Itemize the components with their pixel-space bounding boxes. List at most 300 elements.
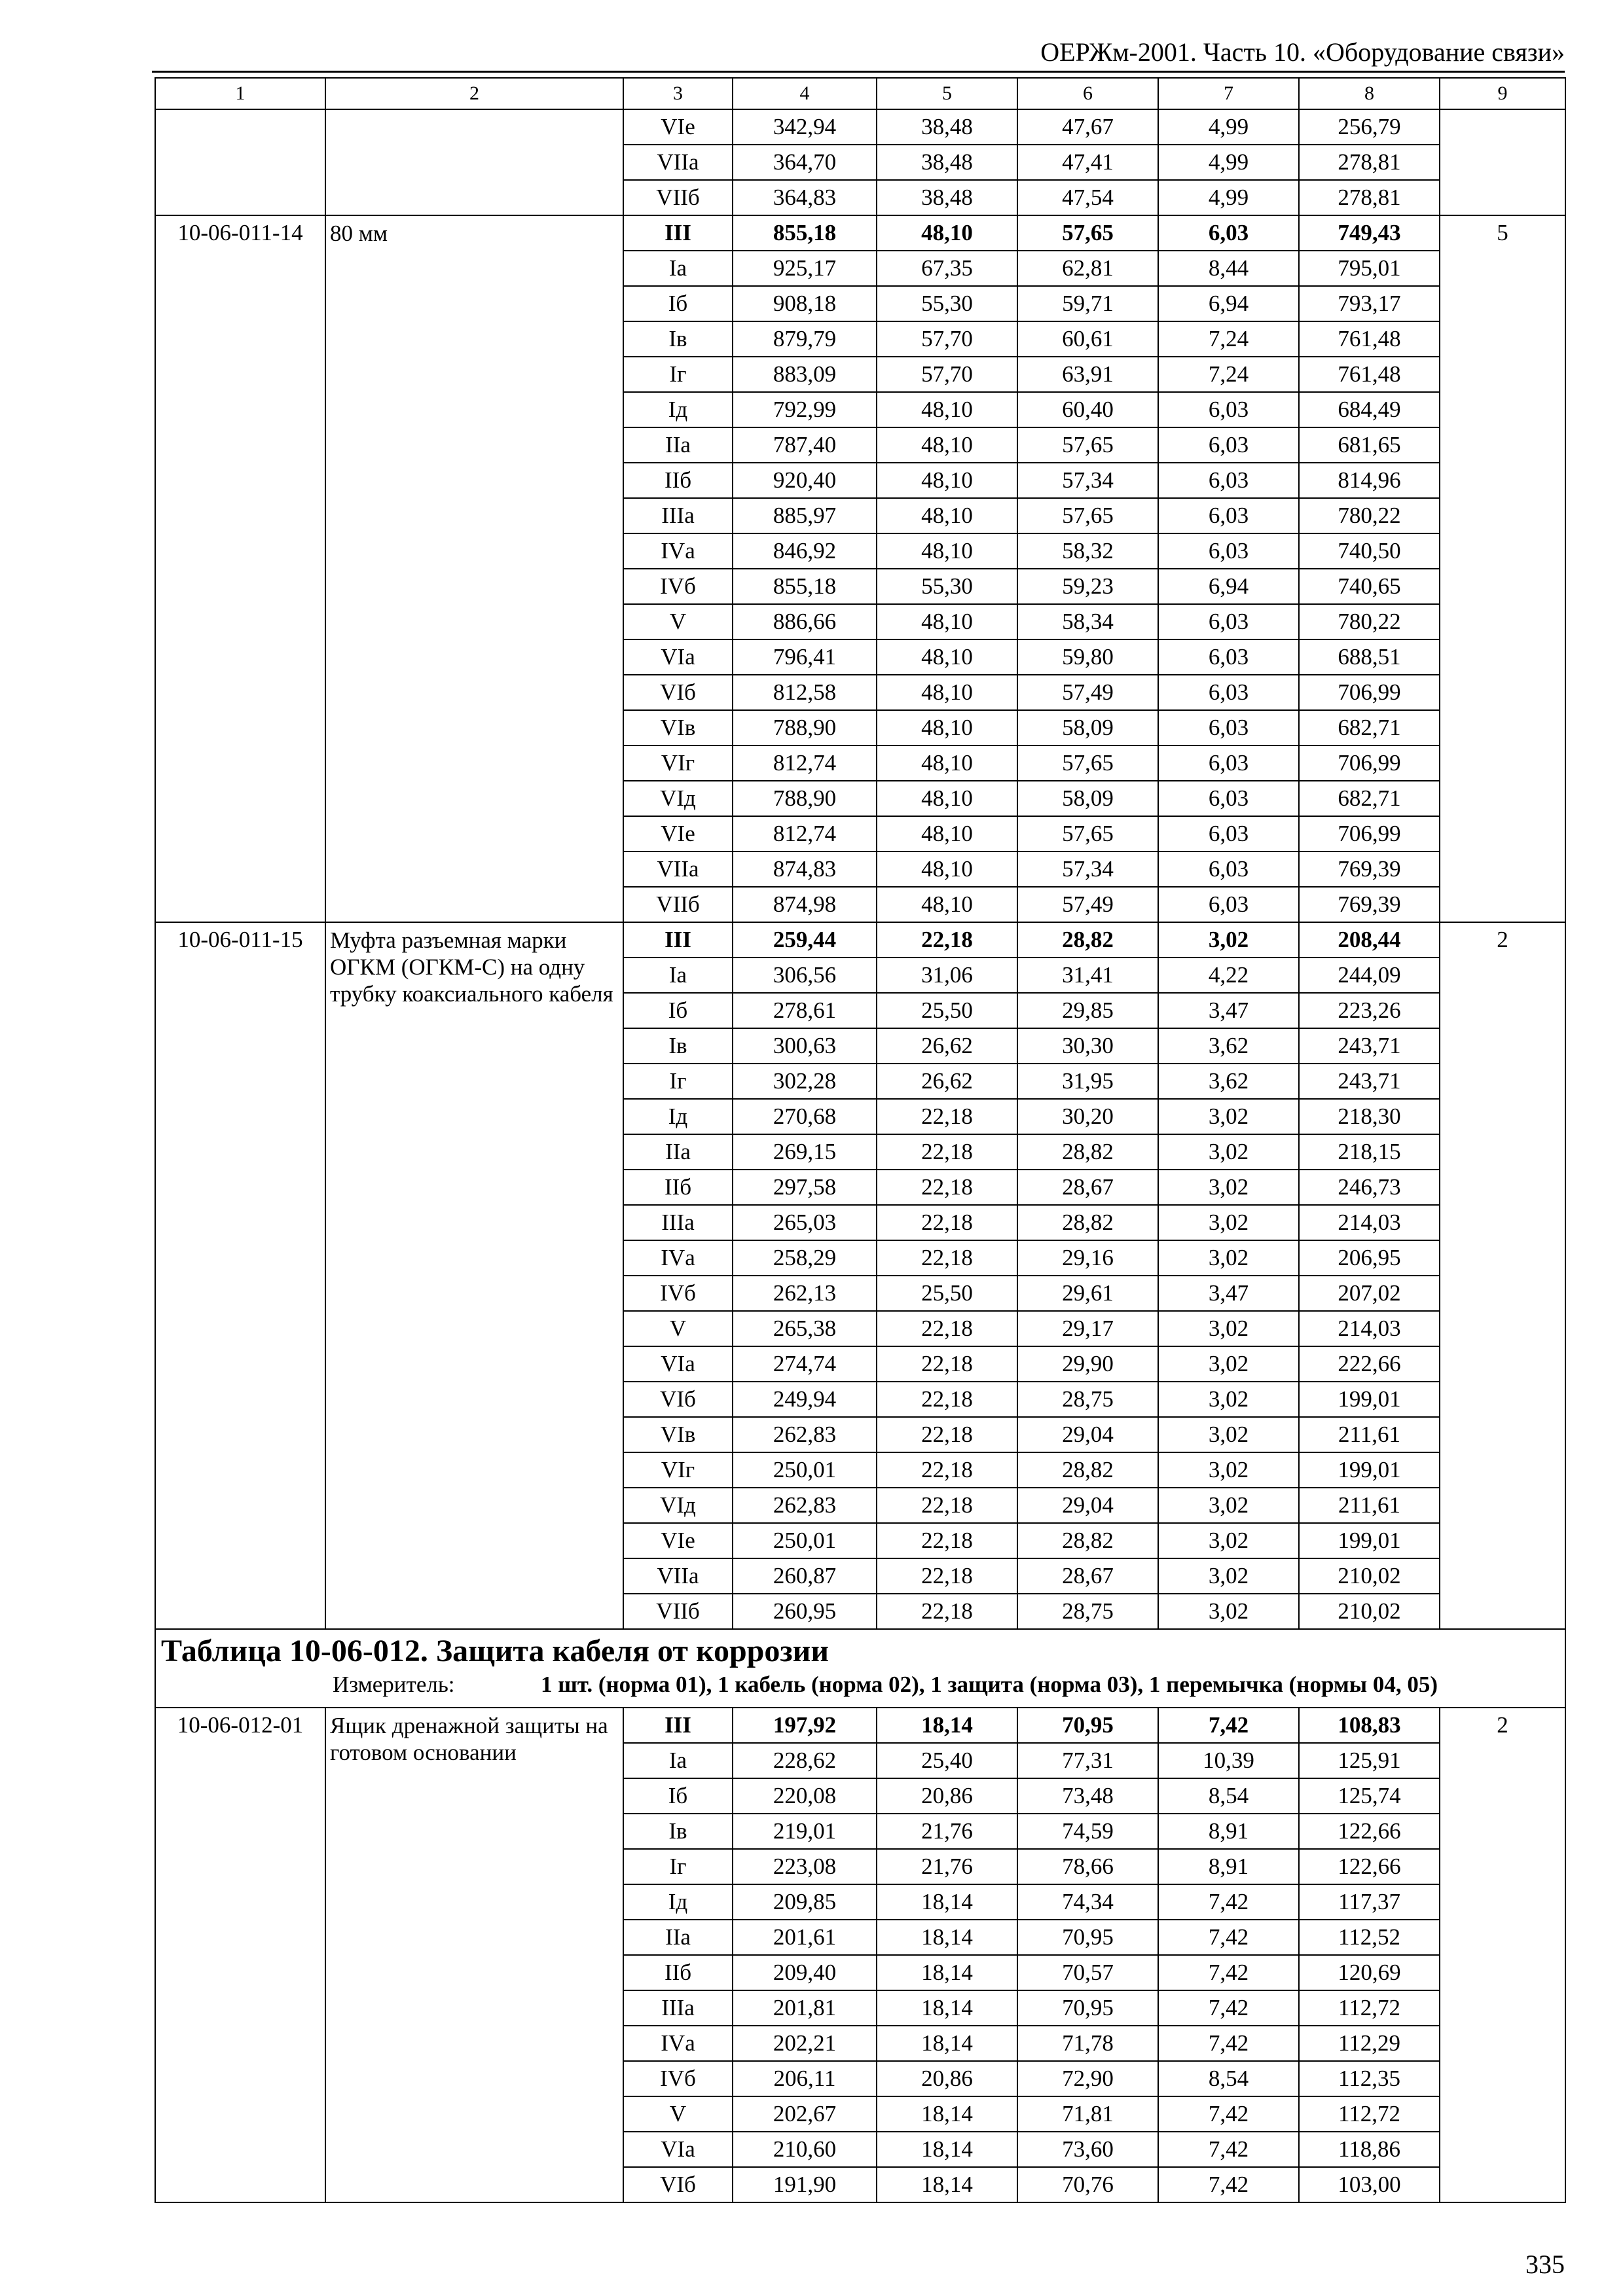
zone-label: VIа: [623, 2132, 733, 2167]
value-cell: 118,86: [1299, 2132, 1440, 2167]
value-cell: 22,18: [877, 1594, 1017, 1629]
value-cell: 70,76: [1017, 2167, 1158, 2202]
column-number: 5: [877, 78, 1017, 109]
value-cell: 3,02: [1158, 1311, 1299, 1346]
zone-label: VIе: [623, 1523, 733, 1558]
value-cell: 7,42: [1158, 1708, 1299, 1743]
zone-label: Iг: [623, 357, 733, 392]
value-cell: 120,69: [1299, 1955, 1440, 1990]
value-cell: 22,18: [877, 1134, 1017, 1170]
zone-label: IVа: [623, 2026, 733, 2061]
value-cell: 112,72: [1299, 1990, 1440, 2026]
value-cell: 223,08: [733, 1849, 877, 1884]
value-cell: 885,97: [733, 498, 877, 533]
value-cell: 270,68: [733, 1099, 877, 1134]
value-cell: 25,50: [877, 993, 1017, 1028]
value-cell: 681,65: [1299, 427, 1440, 463]
value-cell: 31,06: [877, 958, 1017, 993]
value-cell: 122,66: [1299, 1814, 1440, 1849]
value-cell: 28,82: [1017, 1452, 1158, 1488]
value-cell: 125,91: [1299, 1743, 1440, 1778]
value-cell: 796,41: [733, 639, 877, 675]
value-cell: 7,42: [1158, 2096, 1299, 2132]
zone-label: Iв: [623, 321, 733, 357]
value-cell: 258,29: [733, 1240, 877, 1276]
value-cell: 792,99: [733, 392, 877, 427]
norm-code: 10-06-012-01: [155, 1708, 325, 2202]
value-cell: 246,73: [1299, 1170, 1440, 1205]
value-cell: 855,18: [733, 215, 877, 251]
value-cell: 682,71: [1299, 781, 1440, 816]
value-cell: 122,66: [1299, 1849, 1440, 1884]
value-cell: 812,74: [733, 816, 877, 852]
zone-label: Iд: [623, 1884, 733, 1920]
value-cell: 364,83: [733, 180, 877, 215]
norm-column-9: 2: [1440, 922, 1565, 1629]
value-cell: 74,34: [1017, 1884, 1158, 1920]
value-cell: 30,30: [1017, 1028, 1158, 1064]
zone-label: Iб: [623, 286, 733, 321]
value-cell: 29,85: [1017, 993, 1158, 1028]
value-cell: 57,34: [1017, 463, 1158, 498]
zone-label: VIIа: [623, 852, 733, 887]
zone-label: III: [623, 922, 733, 958]
value-cell: 855,18: [733, 569, 877, 604]
value-cell: 814,96: [1299, 463, 1440, 498]
value-cell: 48,10: [877, 710, 1017, 745]
zone-label: Iг: [623, 1849, 733, 1884]
value-cell: 6,03: [1158, 745, 1299, 781]
value-cell: 48,10: [877, 533, 1017, 569]
value-cell: 48,10: [877, 498, 1017, 533]
value-cell: 29,90: [1017, 1346, 1158, 1382]
value-cell: 920,40: [733, 463, 877, 498]
zone-label: V: [623, 2096, 733, 2132]
value-cell: 250,01: [733, 1523, 877, 1558]
value-cell: 48,10: [877, 463, 1017, 498]
value-cell: 3,02: [1158, 1134, 1299, 1170]
zone-label: IIIа: [623, 498, 733, 533]
value-cell: 201,61: [733, 1920, 877, 1955]
value-cell: 223,26: [1299, 993, 1440, 1028]
value-cell: 73,48: [1017, 1778, 1158, 1814]
zone-label: VIе: [623, 816, 733, 852]
value-cell: 20,86: [877, 1778, 1017, 1814]
value-cell: 883,09: [733, 357, 877, 392]
value-cell: 250,01: [733, 1452, 877, 1488]
value-cell: 300,63: [733, 1028, 877, 1064]
value-cell: 6,03: [1158, 392, 1299, 427]
value-cell: 199,01: [1299, 1382, 1440, 1417]
value-cell: 28,82: [1017, 922, 1158, 958]
value-cell: 6,94: [1158, 286, 1299, 321]
value-cell: 10,39: [1158, 1743, 1299, 1778]
value-cell: 706,99: [1299, 745, 1440, 781]
value-cell: 208,44: [1299, 922, 1440, 958]
value-cell: 3,62: [1158, 1028, 1299, 1064]
value-cell: 769,39: [1299, 852, 1440, 887]
value-cell: 874,83: [733, 852, 877, 887]
value-cell: 211,61: [1299, 1488, 1440, 1523]
value-cell: 57,49: [1017, 675, 1158, 710]
value-cell: 18,14: [877, 1920, 1017, 1955]
value-cell: 125,74: [1299, 1778, 1440, 1814]
value-cell: 48,10: [877, 816, 1017, 852]
value-cell: 4,22: [1158, 958, 1299, 993]
norm-column-9: 5: [1440, 215, 1565, 922]
value-cell: 38,48: [877, 145, 1017, 180]
zone-label: V: [623, 604, 733, 639]
column-number: 1: [155, 78, 325, 109]
value-cell: 201,81: [733, 1990, 877, 2026]
page-number: 335: [1525, 2250, 1565, 2279]
value-cell: 199,01: [1299, 1523, 1440, 1558]
value-cell: 206,95: [1299, 1240, 1440, 1276]
value-cell: 209,40: [733, 1955, 877, 1990]
value-cell: 3,02: [1158, 1452, 1299, 1488]
table-row: [155, 1708, 1565, 1743]
value-cell: 197,92: [733, 1708, 877, 1743]
value-cell: 58,09: [1017, 781, 1158, 816]
value-cell: 4,99: [1158, 180, 1299, 215]
value-cell: 7,24: [1158, 357, 1299, 392]
value-cell: 209,85: [733, 1884, 877, 1920]
value-cell: 22,18: [877, 1452, 1017, 1488]
value-cell: 874,98: [733, 887, 877, 922]
value-cell: 3,02: [1158, 1346, 1299, 1382]
value-cell: 28,82: [1017, 1523, 1158, 1558]
value-cell: 3,02: [1158, 1594, 1299, 1629]
zone-label: Iб: [623, 1778, 733, 1814]
value-cell: 8,54: [1158, 1778, 1299, 1814]
zone-label: Iд: [623, 392, 733, 427]
value-cell: 8,44: [1158, 251, 1299, 286]
zone-label: V: [623, 1311, 733, 1346]
value-cell: 57,49: [1017, 887, 1158, 922]
value-cell: 302,28: [733, 1064, 877, 1099]
norm-code: 10-06-011-14: [155, 215, 325, 922]
value-cell: 7,42: [1158, 2132, 1299, 2167]
value-cell: 3,02: [1158, 1417, 1299, 1452]
table-row: [155, 109, 1565, 145]
value-cell: 112,35: [1299, 2061, 1440, 2096]
value-cell: 22,18: [877, 1170, 1017, 1205]
value-cell: 22,18: [877, 1311, 1017, 1346]
zone-label: VIд: [623, 781, 733, 816]
value-cell: 6,03: [1158, 463, 1299, 498]
zone-label: VIа: [623, 639, 733, 675]
zone-label: IIIа: [623, 1990, 733, 2026]
value-cell: 262,83: [733, 1488, 877, 1523]
norm-column-9: 2: [1440, 1708, 1565, 2202]
value-cell: 58,32: [1017, 533, 1158, 569]
value-cell: 788,90: [733, 781, 877, 816]
value-cell: 4,99: [1158, 109, 1299, 145]
value-cell: 222,66: [1299, 1346, 1440, 1382]
value-cell: 48,10: [877, 639, 1017, 675]
zone-label: IIб: [623, 1955, 733, 1990]
zone-label: Iв: [623, 1028, 733, 1064]
value-cell: 31,95: [1017, 1064, 1158, 1099]
value-cell: 740,50: [1299, 533, 1440, 569]
value-cell: 6,03: [1158, 498, 1299, 533]
value-cell: 25,40: [877, 1743, 1017, 1778]
norm-column-9: [1440, 109, 1565, 215]
column-number: 7: [1158, 78, 1299, 109]
value-cell: 47,41: [1017, 145, 1158, 180]
value-cell: 274,74: [733, 1346, 877, 1382]
value-cell: 6,03: [1158, 852, 1299, 887]
value-cell: 244,09: [1299, 958, 1440, 993]
value-cell: 22,18: [877, 922, 1017, 958]
value-cell: 74,59: [1017, 1814, 1158, 1849]
zone-label: IIа: [623, 1920, 733, 1955]
zone-label: Iа: [623, 1743, 733, 1778]
value-cell: 117,37: [1299, 1884, 1440, 1920]
zone-label: Iв: [623, 1814, 733, 1849]
value-cell: 30,20: [1017, 1099, 1158, 1134]
value-cell: 7,42: [1158, 1955, 1299, 1990]
zone-label: IIб: [623, 463, 733, 498]
value-cell: 191,90: [733, 2167, 877, 2202]
value-cell: 28,67: [1017, 1170, 1158, 1205]
value-cell: 262,13: [733, 1276, 877, 1311]
value-cell: 306,56: [733, 958, 877, 993]
value-cell: 48,10: [877, 852, 1017, 887]
value-cell: 780,22: [1299, 498, 1440, 533]
value-cell: 55,30: [877, 286, 1017, 321]
value-cell: 112,29: [1299, 2026, 1440, 2061]
value-cell: 26,62: [877, 1028, 1017, 1064]
value-cell: 57,65: [1017, 816, 1158, 852]
value-cell: 57,34: [1017, 852, 1158, 887]
price-table: [155, 77, 1566, 2203]
value-cell: 7,42: [1158, 1884, 1299, 1920]
value-cell: 112,52: [1299, 1920, 1440, 1955]
value-cell: 220,08: [733, 1778, 877, 1814]
value-cell: 199,01: [1299, 1452, 1440, 1488]
value-cell: 761,48: [1299, 321, 1440, 357]
value-cell: 886,66: [733, 604, 877, 639]
value-cell: 67,35: [877, 251, 1017, 286]
value-cell: 3,02: [1158, 922, 1299, 958]
value-cell: 6,03: [1158, 675, 1299, 710]
value-cell: 7,42: [1158, 2026, 1299, 2061]
value-cell: 70,95: [1017, 1920, 1158, 1955]
value-cell: 22,18: [877, 1558, 1017, 1594]
value-cell: 55,30: [877, 569, 1017, 604]
zone-label: IVа: [623, 533, 733, 569]
zone-label: IIб: [623, 1170, 733, 1205]
value-cell: 57,65: [1017, 215, 1158, 251]
value-cell: 77,31: [1017, 1743, 1158, 1778]
zone-label: Iд: [623, 1099, 733, 1134]
value-cell: 57,70: [877, 357, 1017, 392]
value-cell: 749,43: [1299, 215, 1440, 251]
value-cell: 7,42: [1158, 1990, 1299, 2026]
value-cell: 70,95: [1017, 1708, 1158, 1743]
value-cell: 228,62: [733, 1743, 877, 1778]
zone-label: VIг: [623, 1452, 733, 1488]
value-cell: 214,03: [1299, 1205, 1440, 1240]
value-cell: 29,04: [1017, 1488, 1158, 1523]
value-cell: 18,14: [877, 1884, 1017, 1920]
zone-label: VIв: [623, 1417, 733, 1452]
value-cell: 57,65: [1017, 498, 1158, 533]
value-cell: 3,02: [1158, 1523, 1299, 1558]
column-number-row: [155, 78, 1565, 109]
value-cell: 22,18: [877, 1488, 1017, 1523]
value-cell: 6,03: [1158, 887, 1299, 922]
value-cell: 26,62: [877, 1064, 1017, 1099]
value-cell: 787,40: [733, 427, 877, 463]
value-cell: 265,38: [733, 1311, 877, 1346]
norm-name: Ящик дренажной защиты на готовом основании: [325, 1708, 623, 2202]
value-cell: 793,17: [1299, 286, 1440, 321]
value-cell: 71,78: [1017, 2026, 1158, 2061]
value-cell: 48,10: [877, 781, 1017, 816]
value-cell: 29,61: [1017, 1276, 1158, 1311]
value-cell: 6,03: [1158, 781, 1299, 816]
zone-label: III: [623, 215, 733, 251]
zone-label: VIе: [623, 109, 733, 145]
value-cell: 684,49: [1299, 392, 1440, 427]
value-cell: 6,03: [1158, 604, 1299, 639]
value-cell: 908,18: [733, 286, 877, 321]
value-cell: 260,95: [733, 1594, 877, 1629]
zone-label: VIIа: [623, 145, 733, 180]
value-cell: 70,57: [1017, 1955, 1158, 1990]
zone-label: VIб: [623, 675, 733, 710]
value-cell: 28,75: [1017, 1594, 1158, 1629]
value-cell: 22,18: [877, 1382, 1017, 1417]
value-cell: 28,67: [1017, 1558, 1158, 1594]
zone-label: VIб: [623, 2167, 733, 2202]
value-cell: 243,71: [1299, 1064, 1440, 1099]
table-row: [155, 215, 1565, 251]
zone-label: IIа: [623, 427, 733, 463]
value-cell: 60,40: [1017, 392, 1158, 427]
column-number: 4: [733, 78, 877, 109]
value-cell: 210,60: [733, 2132, 877, 2167]
header-rule: [152, 71, 1565, 73]
value-cell: 795,01: [1299, 251, 1440, 286]
value-cell: 256,79: [1299, 109, 1440, 145]
value-cell: 812,58: [733, 675, 877, 710]
value-cell: 21,76: [877, 1814, 1017, 1849]
value-cell: 211,61: [1299, 1417, 1440, 1452]
value-cell: 25,50: [877, 1276, 1017, 1311]
value-cell: 38,48: [877, 109, 1017, 145]
column-number: 6: [1017, 78, 1158, 109]
table-title-cell: [155, 1629, 1565, 1708]
zone-label: VIIб: [623, 180, 733, 215]
zone-label: IVб: [623, 569, 733, 604]
zone-label: VIб: [623, 1382, 733, 1417]
value-cell: 8,54: [1158, 2061, 1299, 2096]
value-cell: 29,16: [1017, 1240, 1158, 1276]
value-cell: 879,79: [733, 321, 877, 357]
value-cell: 18,14: [877, 2132, 1017, 2167]
value-cell: 761,48: [1299, 357, 1440, 392]
value-cell: 3,02: [1158, 1488, 1299, 1523]
meter-line: [156, 1670, 1565, 1699]
value-cell: 29,17: [1017, 1311, 1158, 1346]
value-cell: 59,23: [1017, 569, 1158, 604]
value-cell: 682,71: [1299, 710, 1440, 745]
value-cell: 7,42: [1158, 1920, 1299, 1955]
meter-label: Измеритель:: [333, 1672, 455, 1697]
value-cell: 28,82: [1017, 1134, 1158, 1170]
zone-label: Iб: [623, 993, 733, 1028]
value-cell: 260,87: [733, 1558, 877, 1594]
value-cell: 22,18: [877, 1523, 1017, 1558]
zone-label: IIа: [623, 1134, 733, 1170]
value-cell: 6,94: [1158, 569, 1299, 604]
value-cell: 59,71: [1017, 286, 1158, 321]
value-cell: 18,14: [877, 1990, 1017, 2026]
value-cell: 71,81: [1017, 2096, 1158, 2132]
value-cell: 18,14: [877, 2026, 1017, 2061]
value-cell: 22,18: [877, 1205, 1017, 1240]
value-cell: 219,01: [733, 1814, 877, 1849]
value-cell: 3,02: [1158, 1382, 1299, 1417]
value-cell: 47,67: [1017, 109, 1158, 145]
value-cell: 22,18: [877, 1346, 1017, 1382]
value-cell: 103,00: [1299, 2167, 1440, 2202]
value-cell: 278,61: [733, 993, 877, 1028]
value-cell: 72,90: [1017, 2061, 1158, 2096]
zone-label: IVб: [623, 2061, 733, 2096]
value-cell: 3,02: [1158, 1240, 1299, 1276]
value-cell: 706,99: [1299, 816, 1440, 852]
value-cell: 210,02: [1299, 1594, 1440, 1629]
norm-code: 10-06-011-15: [155, 922, 325, 1629]
value-cell: 62,81: [1017, 251, 1158, 286]
value-cell: 243,71: [1299, 1028, 1440, 1064]
norm-name: 80 мм: [325, 215, 623, 922]
column-number: 2: [325, 78, 623, 109]
value-cell: 58,09: [1017, 710, 1158, 745]
column-number: 8: [1299, 78, 1440, 109]
zone-label: Iг: [623, 1064, 733, 1099]
zone-label: Iа: [623, 958, 733, 993]
column-number: 3: [623, 78, 733, 109]
value-cell: 22,18: [877, 1099, 1017, 1134]
value-cell: 57,65: [1017, 427, 1158, 463]
value-cell: 8,91: [1158, 1814, 1299, 1849]
table-title-row: [155, 1629, 1565, 1708]
value-cell: 6,03: [1158, 533, 1299, 569]
table-title: Таблица 10-06-012. Защита кабеля от коррозии: [161, 1634, 829, 1668]
value-cell: 812,74: [733, 745, 877, 781]
zone-label: VIIб: [623, 887, 733, 922]
value-cell: 48,10: [877, 427, 1017, 463]
value-cell: 18,14: [877, 2096, 1017, 2132]
value-cell: 207,02: [1299, 1276, 1440, 1311]
value-cell: 740,65: [1299, 569, 1440, 604]
value-cell: 29,04: [1017, 1417, 1158, 1452]
value-cell: 57,70: [877, 321, 1017, 357]
value-cell: 48,10: [877, 392, 1017, 427]
value-cell: 22,18: [877, 1240, 1017, 1276]
zone-label: III: [623, 1708, 733, 1743]
value-cell: 57,65: [1017, 745, 1158, 781]
value-cell: 47,54: [1017, 180, 1158, 215]
value-cell: 218,30: [1299, 1099, 1440, 1134]
value-cell: 48,10: [877, 675, 1017, 710]
value-cell: 6,03: [1158, 215, 1299, 251]
